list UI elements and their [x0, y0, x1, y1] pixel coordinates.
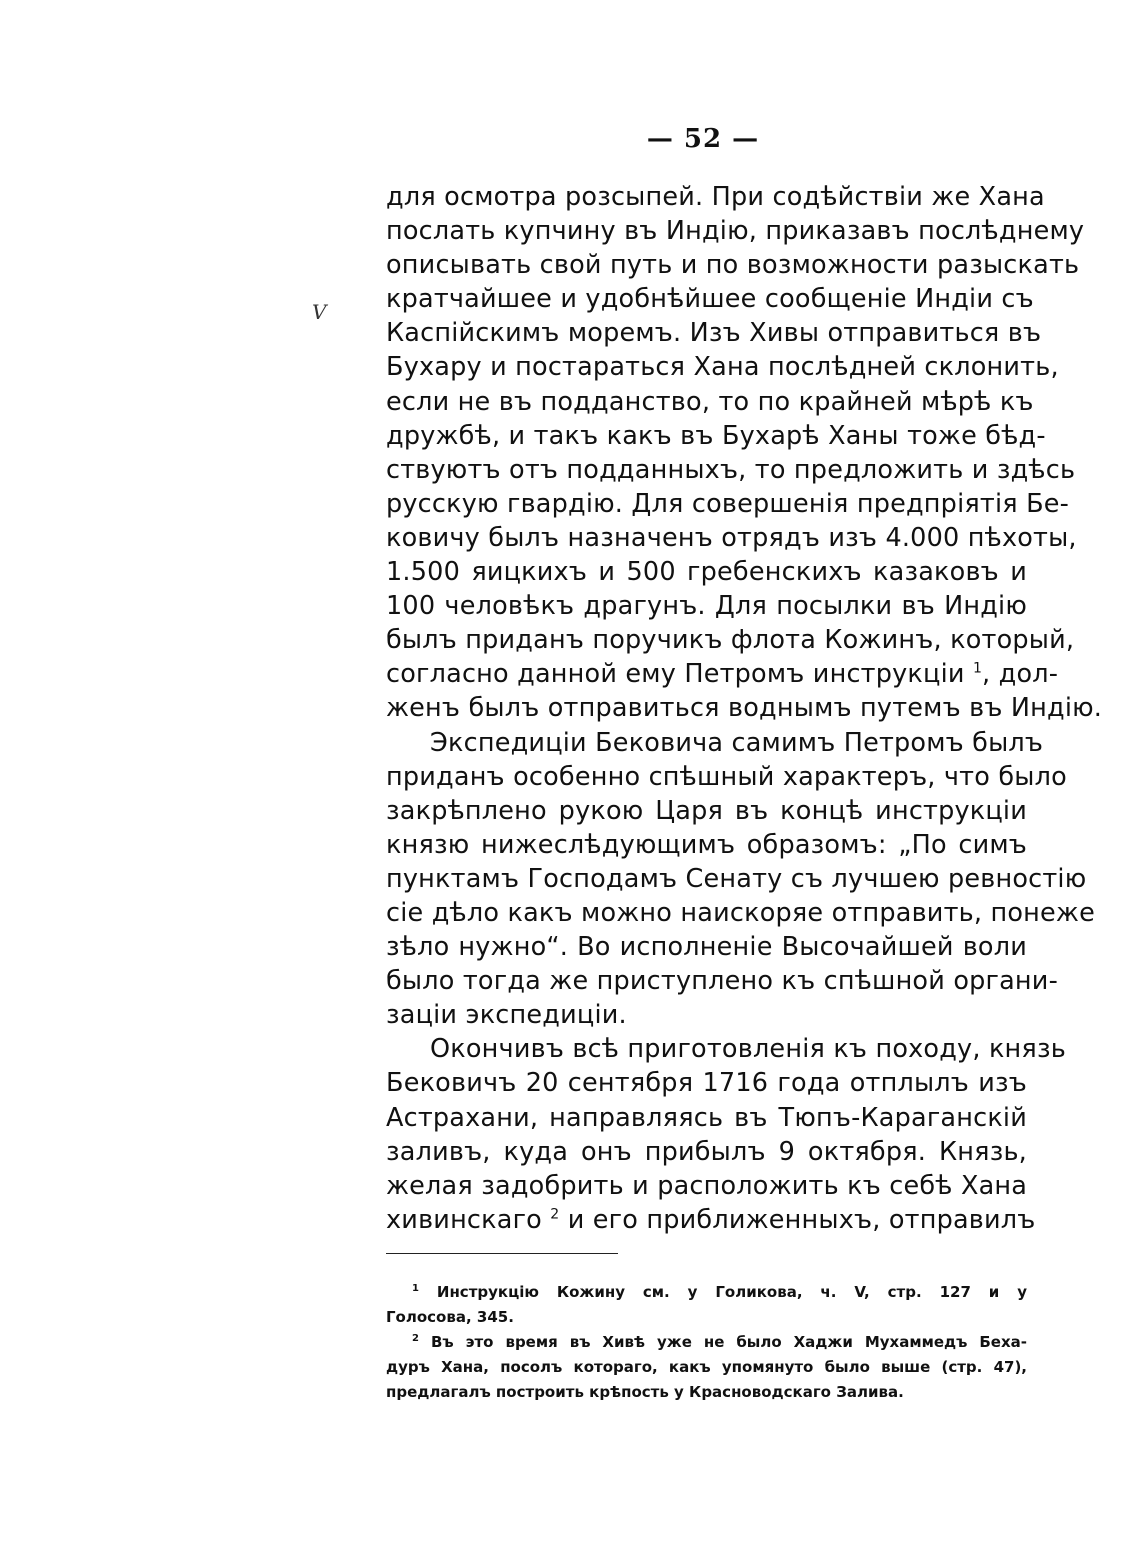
- text-line: для осмотра розсыпей. При содѣйствіи же Хана: [386, 182, 1045, 212]
- text-line: желая задобрить и расположить къ себѣ Хана: [386, 1170, 1028, 1201]
- text-line: кратчайшее и удобнѣйшее сообщеніе Индіи съ: [386, 284, 1034, 315]
- text-line: 1.500 яицкихъ и 500 гребенскихъ казаковъ и: [386, 557, 1027, 588]
- text-line: описывать свой путь и по возможности разыскать: [386, 250, 1080, 281]
- text-line: если не въ подданство, то по крайней мѣрѣ къ: [386, 386, 1034, 417]
- text-line: Каспійскимъ моремъ. Изъ Хивы отправиться въ: [386, 318, 1042, 349]
- text-line: былъ приданъ поручикъ флота Кожинъ, который,: [386, 625, 1075, 656]
- text-line-with-footnote: [386, 1203, 1036, 1237]
- text-fragment: , дол-: [982, 659, 1059, 690]
- text-line: Окончивъ всѣ приготовленія къ походу, князь: [430, 1034, 1066, 1065]
- text-line: Бухару и постараться Хана послѣдней склонить,: [386, 352, 1059, 383]
- text-line: дружбѣ, и такъ какъ въ Бухарѣ Ханы тоже бѣд-: [386, 420, 1046, 451]
- text-line: приданъ особенно спѣшный характеръ, что было: [386, 761, 1067, 792]
- text-line: Экспедиціи Бековича самимъ Петромъ былъ: [430, 727, 1044, 758]
- text-line: Астрахани, направляясь въ Тюпъ-Караганскій: [386, 1102, 1027, 1133]
- footnote-text: Инструкцію Кожину см. у Голикова, ч. V, стр. 127 и у: [436, 1283, 1027, 1301]
- text-line: ковичу былъ назначенъ отрядъ изъ 4.000 пѣхоты,: [386, 522, 1077, 553]
- text-line: закрѣплено рукою Царя въ концѣ инструкціи: [386, 795, 1027, 826]
- footnotes: [386, 1280, 1027, 1405]
- footnote-ref-2: 2: [550, 1206, 560, 1223]
- footnote-1: [386, 1280, 1027, 1305]
- body-text: [386, 180, 1103, 1237]
- text-line: зѣло нужно“. Во исполненіе Высочайшей воли: [386, 932, 1027, 963]
- text-line: заливъ, куда онъ прибылъ 9 октября. Князь,: [386, 1136, 1027, 1167]
- text-line: князю нижеслѣдующимъ образомъ: „По симъ: [386, 829, 1027, 860]
- footnote-text-line: предлагалъ построить крѣпость у Красноводскаго Залива.: [386, 1383, 904, 1401]
- page-number: — 52 —: [646, 124, 760, 154]
- text-fragment: и его приближенныхъ, отправилъ: [559, 1204, 1036, 1235]
- text-line: послать купчину въ Индію, приказавъ послѣднему: [386, 216, 1085, 247]
- text-line: ствуютъ отъ подданныхъ, то предложить и здѣсь: [386, 454, 1076, 485]
- footnote-text-line: Голосова, 345.: [386, 1308, 514, 1326]
- footnote-ref-1: 1: [972, 660, 983, 677]
- footnote-divider: [386, 1253, 618, 1254]
- text-fragment: хивинскаго: [386, 1204, 542, 1235]
- text-line: заціи экспедиціи.: [386, 1000, 627, 1031]
- text-fragment: согласно данной ему Петромъ инструкціи: [386, 659, 965, 690]
- text-line: Бековичъ 20 сентября 1716 года отплылъ изъ: [386, 1068, 1027, 1099]
- footnote-marker-1: 1: [412, 1283, 419, 1294]
- footnote-marker-2: 2: [412, 1333, 419, 1344]
- text-line: 100 человѣкъ драгунъ. Для посылки въ Индію: [386, 591, 1027, 622]
- footnote-text-line: дуръ Хана, посолъ котораго, какъ упомянуто было выше (стр. 47),: [386, 1358, 1027, 1376]
- margin-checkmark: V: [312, 300, 327, 324]
- text-line: сіе дѣло какъ можно наискоряе отправить, понеже: [386, 897, 1095, 928]
- text-line: было тогда же приступлено къ спѣшной органи-: [386, 966, 1058, 997]
- text-line-with-footnote: [386, 657, 1059, 691]
- text-line: женъ былъ отправиться воднымъ путемъ въ Индію.: [386, 693, 1103, 724]
- text-line: русскую гвардію. Для совершенія предпріятія Бе-: [386, 488, 1070, 519]
- footnote-text: Въ это время въ Хивѣ уже не было Хаджи Мухаммедъ Беха-: [430, 1333, 1027, 1351]
- footnote-2: [386, 1330, 1027, 1355]
- text-line: пунктамъ Господамъ Сенату съ лучшею ревностію: [386, 863, 1087, 894]
